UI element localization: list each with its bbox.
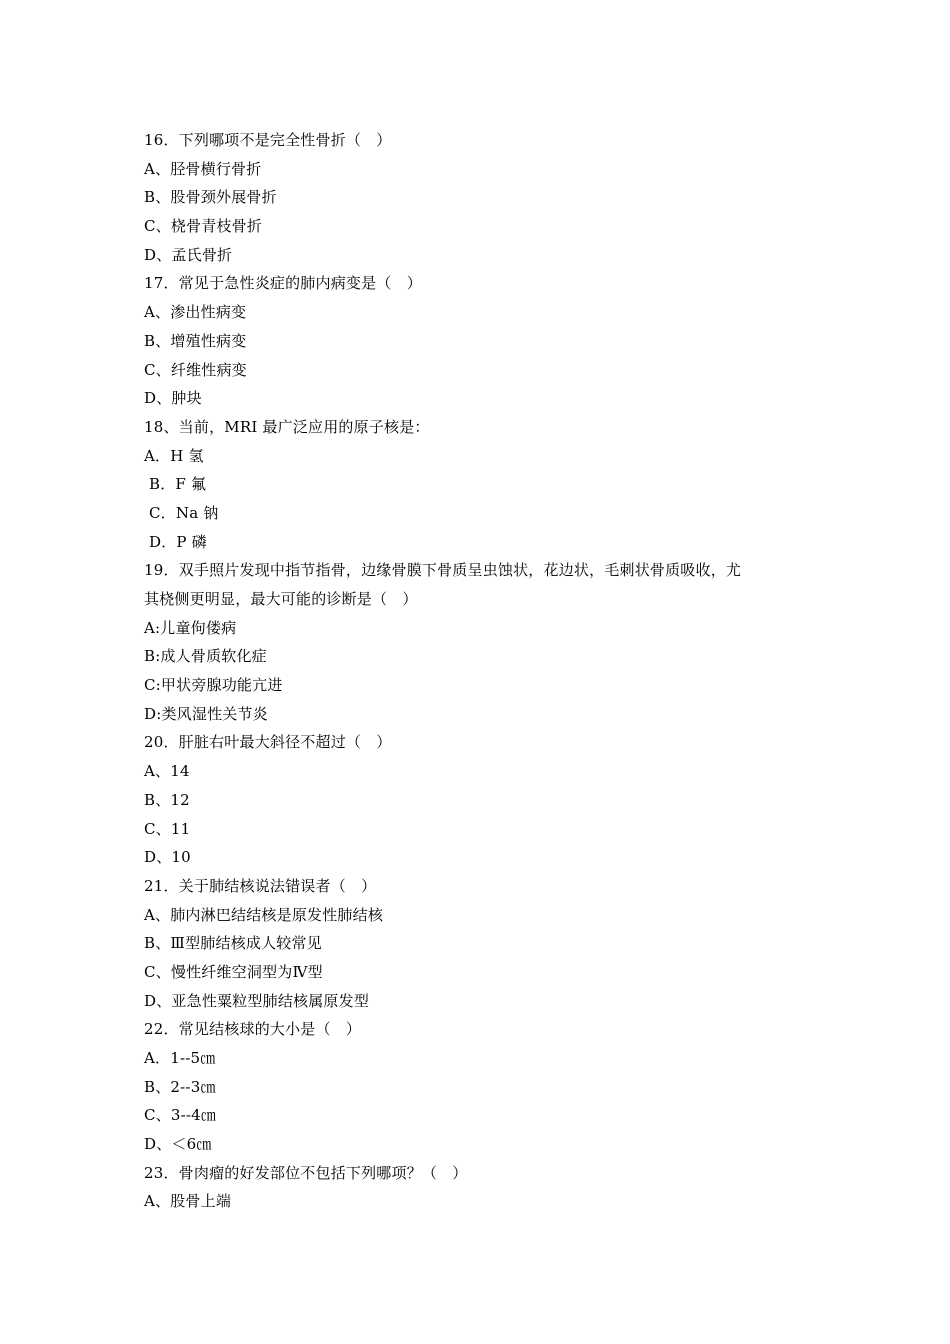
text-line: B、Ⅲ型肺结核成人较常见 [144, 934, 322, 953]
text-line: D、10 [144, 848, 191, 867]
text-line: 18、当前，MRI 最广泛应用的原子核是： [144, 417, 430, 436]
text-line: B、12 [144, 790, 190, 809]
document-body [144, 126, 812, 1216]
text-line: B、2--3㎝ [144, 1077, 216, 1096]
text-line: 20．肝脏右叶最大斜径不超过（ ） [144, 733, 392, 752]
text-line: D、孟氏骨折 [144, 245, 233, 264]
text-line: 22．常见结核球的大小是（ ） [144, 1020, 362, 1039]
text-line: B、增殖性病变 [144, 331, 247, 350]
text-line: A、胫骨横行骨折 [144, 159, 262, 178]
text-line: 17．常见于急性炎症的肺内病变是（ ） [144, 274, 422, 293]
text-line: 16．下列哪项不是完全性骨折（ ） [144, 131, 392, 149]
text-line: C、桡骨青枝骨折 [144, 217, 263, 236]
text-line: C:甲状旁腺功能亢进 [144, 676, 283, 695]
text-line: C、11 [144, 819, 191, 838]
text-line: B．F 氟 [149, 475, 207, 494]
text-line: D．P 磷 [149, 532, 207, 551]
text-line: 21．关于肺结核说法错误者（ ） [144, 876, 377, 895]
text-line: D、肿块 [144, 389, 202, 408]
text-line: C．Na 钠 [149, 503, 219, 522]
text-line: A、渗出性病变 [144, 303, 247, 322]
text-line: C、3--4㎝ [144, 1106, 217, 1125]
text-line: A、股骨上端 [144, 1192, 232, 1211]
text-line: C、纤维性病变 [144, 360, 247, 379]
text-line: D、＜6㎝ [144, 1135, 212, 1154]
text-line: 其桡侧更明显，最大可能的诊断是（ ） [144, 590, 418, 608]
text-line: B、股骨颈外展骨折 [144, 188, 277, 207]
text-line: A、14 [144, 762, 190, 781]
text-line: D、亚急性粟粒型肺结核属原发型 [144, 991, 370, 1010]
text-line: A．H 氢 [144, 446, 204, 465]
text-line: A．1--5㎝ [144, 1049, 216, 1067]
text-line: A、肺内淋巴结结核是原发性肺结核 [144, 905, 384, 924]
text-line: A:儿童佝偻病 [144, 618, 237, 637]
text-line: C、慢性纤维空洞型为Ⅳ型 [144, 962, 323, 981]
text-line: 19．双手照片发现中指节指骨，边缘骨膜下骨质呈虫蚀状，花边状，毛刺状骨质吸收，尤 [144, 561, 742, 580]
text-line: B:成人骨质软化症 [144, 647, 267, 666]
text-line: 23．骨肉瘤的好发部位不包括下列哪项？（ ） [144, 1163, 468, 1182]
text-line: D:类风湿性关节炎 [144, 704, 268, 723]
